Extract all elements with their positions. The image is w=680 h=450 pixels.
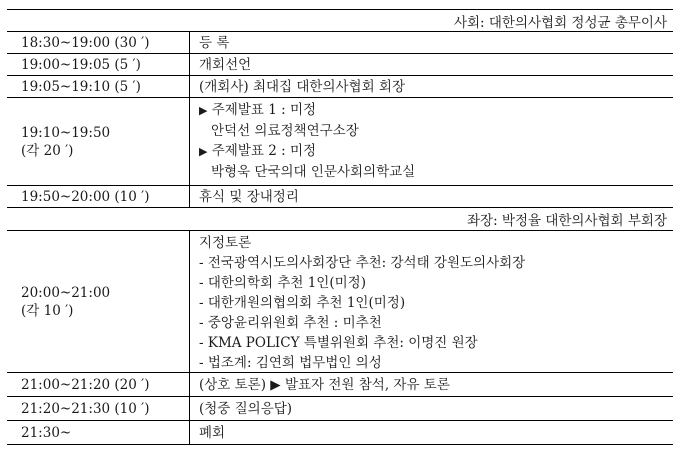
moderator-banner-2 [7, 208, 673, 231]
discussant-item: - 대한의학회 추천 1인(미정) [199, 275, 366, 291]
desc-cell [190, 98, 673, 185]
discussion-title: 지정토론 [199, 235, 252, 251]
time-each: (각 20 ′) [21, 142, 74, 159]
presentation-1-title: ▶ 주제발표 1 : 미정 [199, 102, 317, 118]
time-cell [21, 231, 190, 372]
time-range: 19:10~19:50 [21, 124, 111, 141]
time-range: 20:00~21:00 [21, 284, 111, 301]
desc-cell: 개회선언 [199, 56, 252, 73]
desc-cell [190, 231, 673, 372]
time-each: (각 10 ′) [21, 302, 74, 319]
desc-cell: (개회사) 최대집 대한의사협회 회장 [199, 78, 405, 95]
presentation-1-speaker: 안덕선 의료정책연구소장 [211, 123, 359, 139]
schedule-row-qa [7, 397, 673, 421]
time-cell [21, 98, 190, 185]
time-cell: 21:00~21:20 (20 ′) [21, 373, 190, 396]
moderator-text-2: 좌장: 박정율 대한의사협회 부회장 [467, 213, 667, 229]
time-cell: 19:00~19:05 (5 ′) [21, 54, 190, 75]
time-cell: 21:30~ [21, 421, 190, 444]
schedule-row-mutual-discussion [7, 373, 673, 397]
schedule-row-break [7, 186, 673, 208]
time-cell: 19:05~19:10 (5 ′) [21, 76, 190, 97]
discussant-item: - 전국광역시도의사회장단 추천: 강석태 강원도의사회장 [199, 255, 526, 271]
schedule-row-presentations [7, 98, 673, 186]
desc-cell: 등 록 [199, 34, 230, 51]
schedule-row-registration [7, 32, 673, 54]
triangle-marker-icon: ▶ [199, 104, 208, 117]
presentation-2-title: ▶ 주제발표 2 : 미정 [199, 143, 317, 159]
desc-cell: 폐회 [199, 424, 226, 441]
time-cell: 21:20~21:30 (10 ′) [21, 397, 190, 420]
schedule-row-opening [7, 54, 673, 76]
discussant-item: - 중앙윤리위원회 추천 : 미추천 [199, 315, 382, 331]
time-cell: 18:30~19:00 (30 ′) [21, 32, 190, 53]
presentation-2-speaker: 박형욱 단국의대 인문사회의학교실 [211, 164, 416, 180]
desc-cell: 휴식 및 장내정리 [199, 188, 299, 205]
schedule-row-discussion [7, 231, 673, 373]
schedule-row-opening-address [7, 76, 673, 98]
desc-cell: (청중 질의응답) [199, 400, 293, 417]
moderator-banner-1 [7, 9, 673, 32]
discussant-item: - 대한개원의협의회 추천 1인(미정) [199, 295, 406, 311]
triangle-marker-icon: ▶ [199, 145, 208, 158]
moderator-text-1: 사회: 대한의사협회 정성균 총무이사 [453, 14, 667, 31]
desc-cell: (상호 토론) ▶ 발표자 전원 참석, 자유 토론 [199, 376, 450, 393]
schedule-row-closing [7, 421, 673, 445]
time-cell: 19:50~20:00 (10 ′) [21, 186, 190, 207]
discussant-item: - KMA POLICY 특별위원회 추천: 이명진 원장 [199, 335, 478, 351]
discussant-item: - 법조계: 김연희 법무법인 의성 [199, 355, 382, 371]
